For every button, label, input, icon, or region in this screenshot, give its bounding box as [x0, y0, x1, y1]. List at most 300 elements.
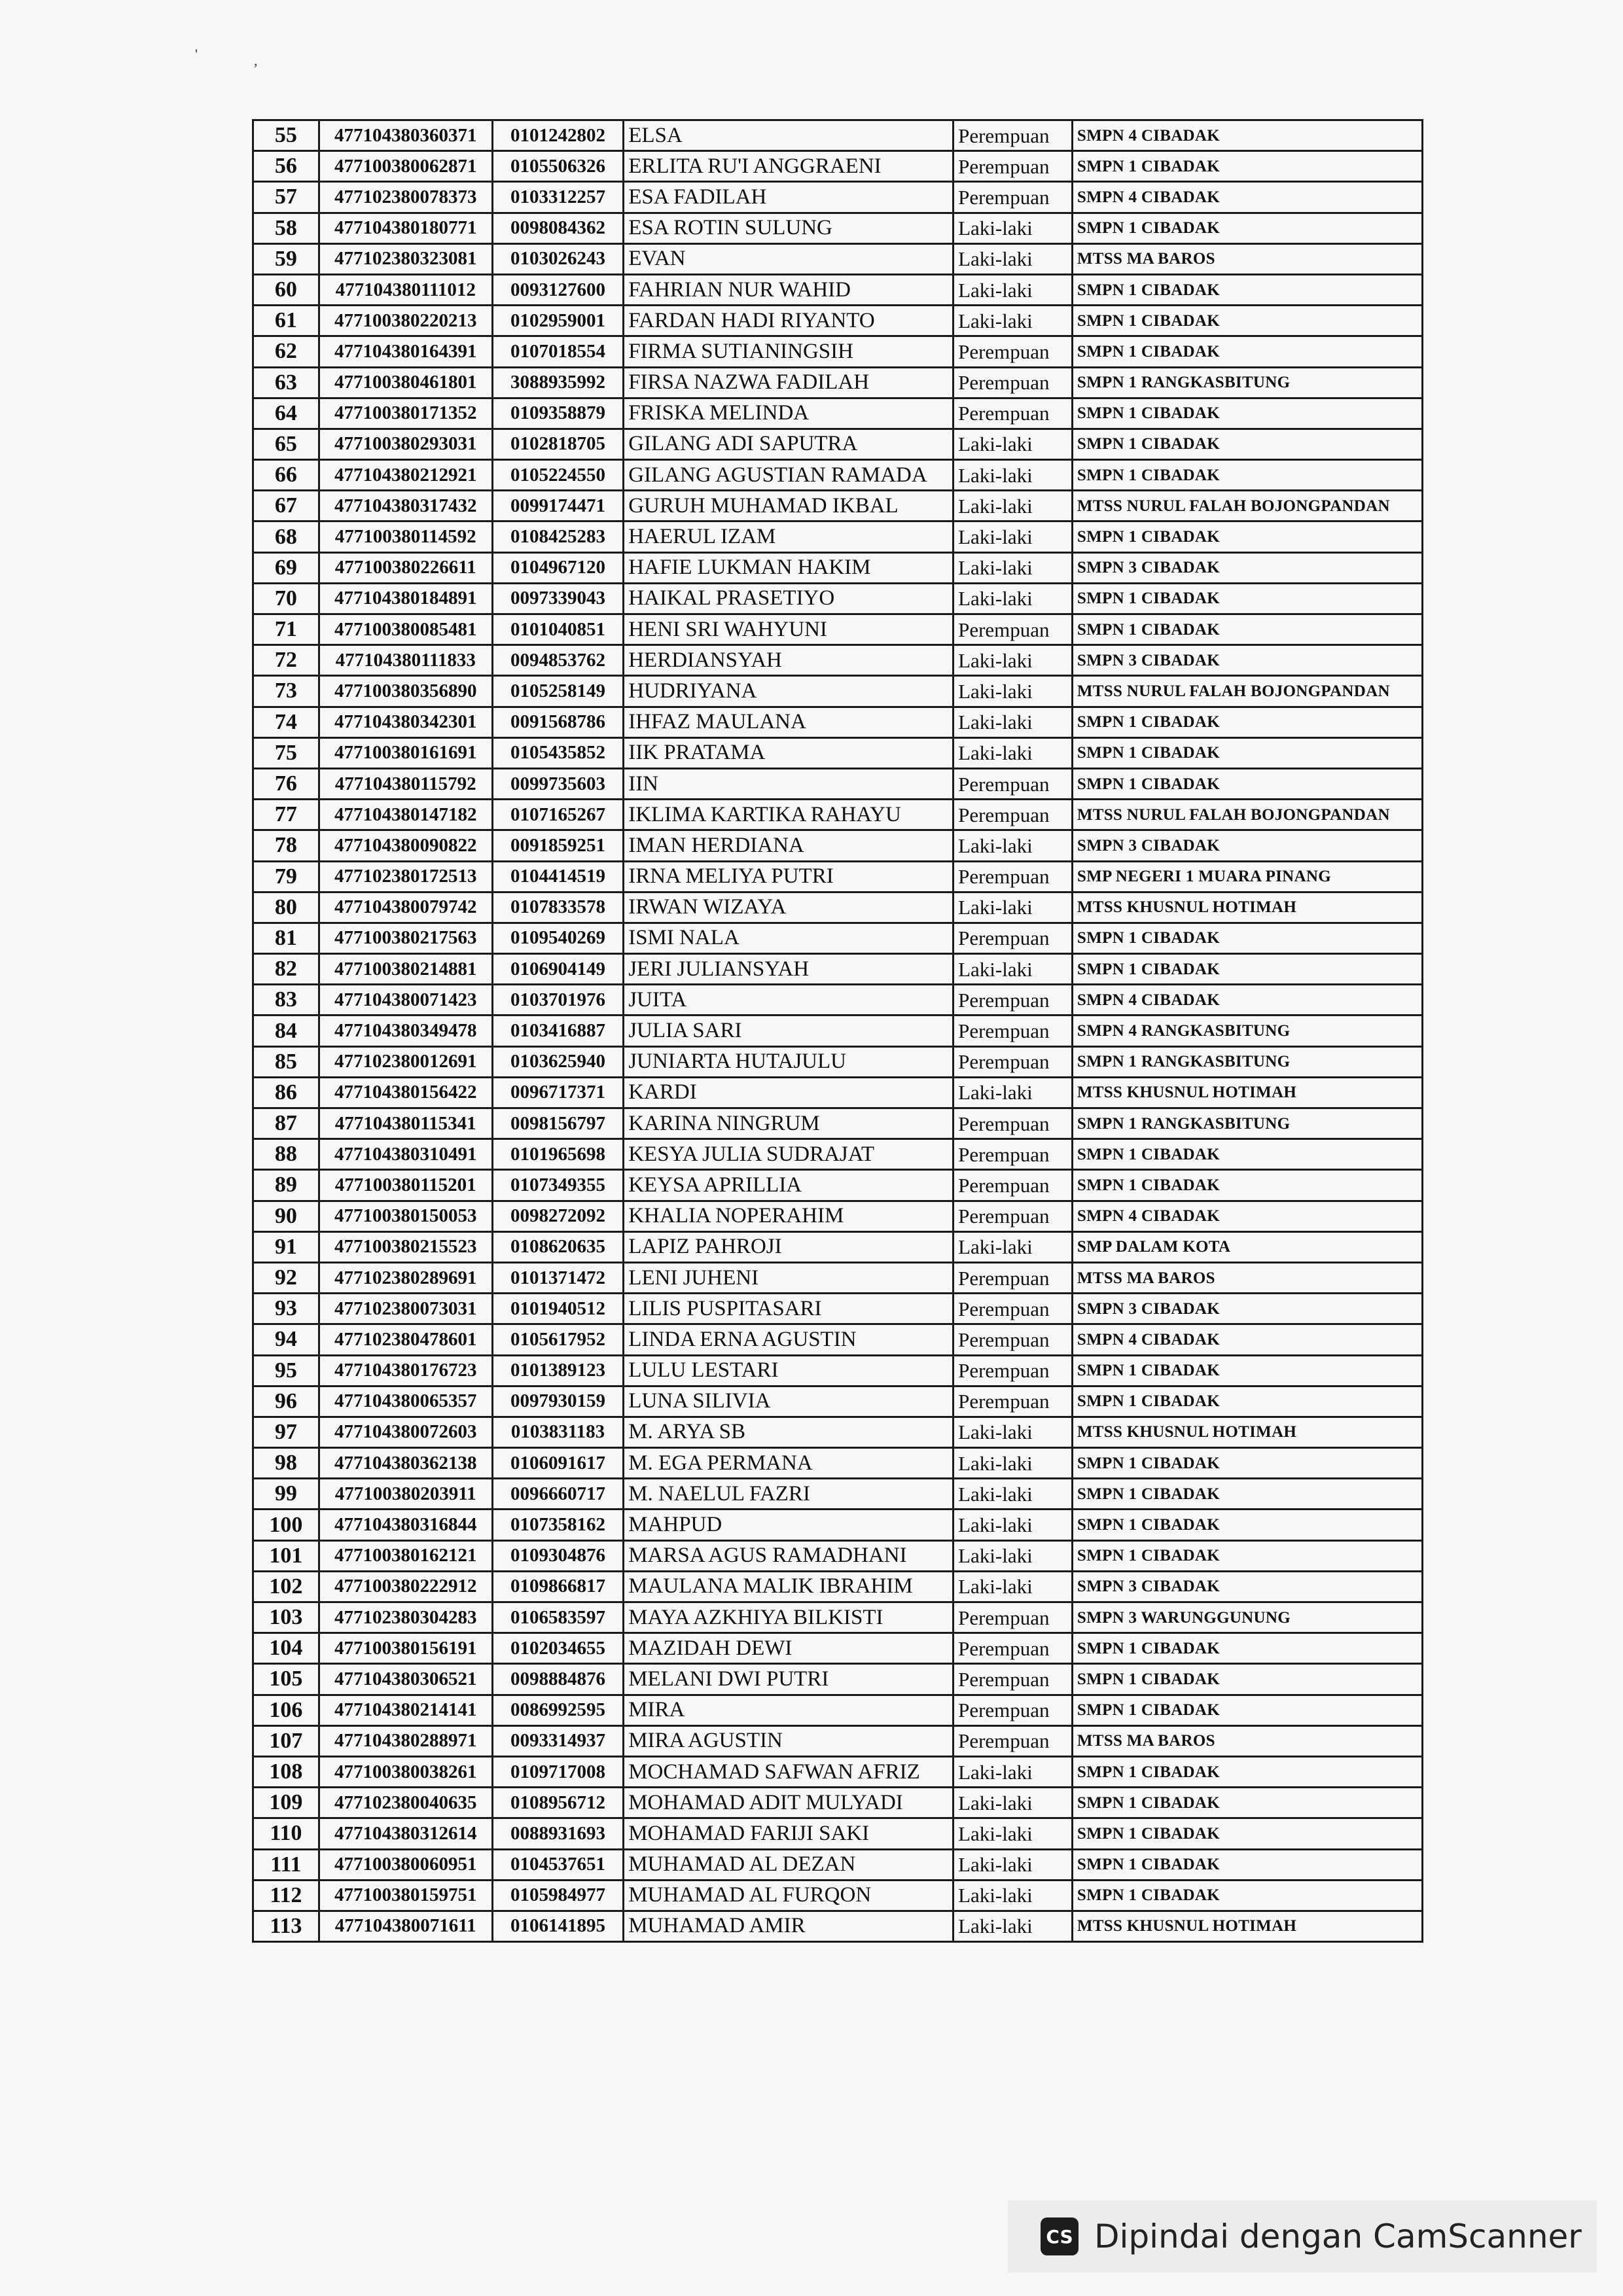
- nisn-cell: 0109358879: [492, 398, 624, 429]
- nik-cell: 477100380115201: [319, 1170, 492, 1201]
- student-name-cell: IMAN HERDIANA: [624, 830, 954, 861]
- gender-cell: Laki-laki: [954, 429, 1073, 459]
- gender-cell: Perempuan: [954, 1633, 1073, 1664]
- row-number: 102: [253, 1571, 319, 1602]
- origin-school-cell: SMPN 1 RANGKASBITUNG: [1072, 1046, 1422, 1077]
- row-number: 107: [253, 1725, 319, 1756]
- row-number: 85: [253, 1046, 319, 1077]
- nik-cell: 477102380323081: [319, 243, 492, 274]
- student-name-cell: LUNA SILIVIA: [624, 1386, 954, 1417]
- nik-cell: 477102380078373: [319, 182, 492, 213]
- row-number: 68: [253, 521, 319, 552]
- table-row: [253, 1880, 1423, 1911]
- table-row: [253, 923, 1423, 953]
- nik-cell: 477104380072603: [319, 1417, 492, 1447]
- row-number: 97: [253, 1417, 319, 1447]
- table-row: [253, 614, 1423, 645]
- nisn-cell: 0106091617: [492, 1448, 624, 1479]
- nisn-cell: 0091568786: [492, 707, 624, 737]
- row-number: 108: [253, 1756, 319, 1787]
- row-number: 55: [253, 120, 319, 151]
- nik-cell: 477104380180771: [319, 213, 492, 243]
- table-row: [253, 1262, 1423, 1293]
- table-row: [253, 1510, 1423, 1540]
- camscanner-text: Dipindai dengan CamScanner: [1094, 2217, 1582, 2255]
- row-number: 83: [253, 985, 319, 1016]
- nisn-cell: 0104967120: [492, 552, 624, 583]
- origin-school-cell: SMPN 1 RANGKASBITUNG: [1072, 367, 1422, 398]
- nik-cell: 477100380214881: [319, 954, 492, 985]
- table-row: [253, 707, 1423, 737]
- gender-cell: Laki-laki: [954, 830, 1073, 861]
- student-name-cell: JUITA: [624, 985, 954, 1016]
- nik-cell: 477104380212921: [319, 460, 492, 491]
- nik-cell: 477104380312614: [319, 1818, 492, 1849]
- row-number: 105: [253, 1664, 319, 1695]
- scan-speck: ': [195, 46, 198, 62]
- student-name-cell: FIRSA NAZWA FADILAH: [624, 367, 954, 398]
- gender-cell: Perempuan: [954, 1170, 1073, 1201]
- gender-cell: Perempuan: [954, 336, 1073, 367]
- nisn-cell: 0102959001: [492, 306, 624, 336]
- origin-school-cell: SMPN 1 CIBADAK: [1072, 737, 1422, 768]
- gender-cell: Laki-laki: [954, 1448, 1073, 1479]
- nisn-cell: 0096717371: [492, 1077, 624, 1108]
- nik-cell: 477104380184891: [319, 583, 492, 614]
- table-row: [253, 1046, 1423, 1077]
- row-number: 66: [253, 460, 319, 491]
- nisn-cell: 0106583597: [492, 1602, 624, 1633]
- origin-school-cell: SMPN 3 CIBADAK: [1072, 830, 1422, 861]
- student-name-cell: M. ARYA SB: [624, 1417, 954, 1447]
- origin-school-cell: SMP DALAM KOTA: [1072, 1231, 1422, 1262]
- table-row: [253, 213, 1423, 243]
- table-row: [253, 737, 1423, 768]
- student-name-cell: MARSA AGUS RAMADHANI: [624, 1540, 954, 1571]
- origin-school-cell: SMPN 1 CIBADAK: [1072, 460, 1422, 491]
- nisn-cell: 0099174471: [492, 491, 624, 521]
- row-number: 104: [253, 1633, 319, 1664]
- gender-cell: Laki-laki: [954, 243, 1073, 274]
- table-row: [253, 1633, 1423, 1664]
- gender-cell: Perempuan: [954, 1355, 1073, 1386]
- nik-cell: 477100380062871: [319, 151, 492, 182]
- table-row: [253, 676, 1423, 707]
- origin-school-cell: SMPN 3 CIBADAK: [1072, 1294, 1422, 1324]
- nisn-cell: 0096660717: [492, 1479, 624, 1510]
- row-number: 95: [253, 1355, 319, 1386]
- nik-cell: 477102380478601: [319, 1324, 492, 1355]
- student-name-cell: EVAN: [624, 243, 954, 274]
- gender-cell: Perempuan: [954, 1695, 1073, 1725]
- origin-school-cell: SMPN 1 CIBADAK: [1072, 1756, 1422, 1787]
- nik-cell: 477104380090822: [319, 830, 492, 861]
- nisn-cell: 0098272092: [492, 1201, 624, 1231]
- row-number: 98: [253, 1448, 319, 1479]
- table-row: [253, 861, 1423, 892]
- student-name-cell: FIRMA SUTIANINGSIH: [624, 336, 954, 367]
- origin-school-cell: MTSS NURUL FALAH BOJONGPANDAN: [1072, 800, 1422, 830]
- student-name-cell: HERDIANSYAH: [624, 645, 954, 676]
- origin-school-cell: SMPN 1 CIBADAK: [1072, 1880, 1422, 1911]
- student-name-cell: ISMI NALA: [624, 923, 954, 953]
- table-row: [253, 398, 1423, 429]
- nik-cell: 477102380012691: [319, 1046, 492, 1077]
- table-row: [253, 1077, 1423, 1108]
- table-row: [253, 1818, 1423, 1849]
- origin-school-cell: SMPN 4 CIBADAK: [1072, 985, 1422, 1016]
- table-row: [253, 1725, 1423, 1756]
- nik-cell: 477104380111012: [319, 274, 492, 305]
- row-number: 112: [253, 1880, 319, 1911]
- row-number: 101: [253, 1540, 319, 1571]
- row-number: 72: [253, 645, 319, 676]
- origin-school-cell: SMPN 1 CIBADAK: [1072, 1479, 1422, 1510]
- nisn-cell: 0109866817: [492, 1571, 624, 1602]
- row-number: 111: [253, 1849, 319, 1880]
- nik-cell: 477104380071611: [319, 1911, 492, 1941]
- table-row: [253, 1448, 1423, 1479]
- student-name-cell: GILANG ADI SAPUTRA: [624, 429, 954, 459]
- row-number: 75: [253, 737, 319, 768]
- student-name-cell: LINDA ERNA AGUSTIN: [624, 1324, 954, 1355]
- gender-cell: Perempuan: [954, 614, 1073, 645]
- origin-school-cell: SMPN 1 CIBADAK: [1072, 1633, 1422, 1664]
- nik-cell: 477100380114592: [319, 521, 492, 552]
- row-number: 58: [253, 213, 319, 243]
- student-name-cell: ESA FADILAH: [624, 182, 954, 213]
- nik-cell: 477100380085481: [319, 614, 492, 645]
- nik-cell: 477100380356890: [319, 676, 492, 707]
- nik-cell: 477104380288971: [319, 1725, 492, 1756]
- nik-cell: 477102380289691: [319, 1262, 492, 1293]
- table-row: [253, 1479, 1423, 1510]
- table-row: [253, 491, 1423, 521]
- gender-cell: Laki-laki: [954, 1540, 1073, 1571]
- origin-school-cell: SMPN 1 CIBADAK: [1072, 1664, 1422, 1695]
- nik-cell: 477100380226611: [319, 552, 492, 583]
- nik-cell: 477104380156422: [319, 1077, 492, 1108]
- gender-cell: Laki-laki: [954, 1479, 1073, 1510]
- nisn-cell: 0108956712: [492, 1788, 624, 1818]
- nik-cell: 477100380156191: [319, 1633, 492, 1664]
- nisn-cell: 0101242802: [492, 120, 624, 151]
- gender-cell: Laki-laki: [954, 645, 1073, 676]
- origin-school-cell: SMPN 1 CIBADAK: [1072, 1448, 1422, 1479]
- student-name-cell: KHALIA NOPERAHIM: [624, 1201, 954, 1231]
- origin-school-cell: MTSS NURUL FALAH BOJONGPANDAN: [1072, 491, 1422, 521]
- student-name-cell: MOCHAMAD SAFWAN AFRIZ: [624, 1756, 954, 1787]
- scan-speck: ,: [254, 52, 258, 69]
- student-name-cell: KARDI: [624, 1077, 954, 1108]
- gender-cell: Perempuan: [954, 768, 1073, 799]
- row-number: 89: [253, 1170, 319, 1201]
- origin-school-cell: MTSS MA BAROS: [1072, 1262, 1422, 1293]
- nik-cell: 477100380293031: [319, 429, 492, 459]
- nisn-cell: 0107018554: [492, 336, 624, 367]
- student-name-cell: MIRA AGUSTIN: [624, 1725, 954, 1756]
- table-row: [253, 552, 1423, 583]
- nisn-cell: 0104414519: [492, 861, 624, 892]
- student-name-cell: MAYA AZKHIYA BILKISTI: [624, 1602, 954, 1633]
- gender-cell: Laki-laki: [954, 274, 1073, 305]
- student-name-cell: MOHAMAD FARIJI SAKI: [624, 1818, 954, 1849]
- origin-school-cell: SMPN 1 CIBADAK: [1072, 306, 1422, 336]
- nisn-cell: 0097339043: [492, 583, 624, 614]
- nik-cell: 477100380060951: [319, 1849, 492, 1880]
- table-row: [253, 1911, 1423, 1941]
- origin-school-cell: SMPN 1 CIBADAK: [1072, 1170, 1422, 1201]
- table-row: [253, 1016, 1423, 1046]
- row-number: 81: [253, 923, 319, 953]
- gender-cell: Laki-laki: [954, 521, 1073, 552]
- origin-school-cell: SMPN 4 CIBADAK: [1072, 1201, 1422, 1231]
- student-name-cell: MAZIDAH DEWI: [624, 1633, 954, 1664]
- nisn-cell: 0094853762: [492, 645, 624, 676]
- origin-school-cell: SMPN 1 CIBADAK: [1072, 1510, 1422, 1540]
- nik-cell: 477104380115792: [319, 768, 492, 799]
- nik-cell: 477102380040635: [319, 1788, 492, 1818]
- nisn-cell: 0106904149: [492, 954, 624, 985]
- student-name-cell: HAFIE LUKMAN HAKIM: [624, 552, 954, 583]
- origin-school-cell: SMPN 1 CIBADAK: [1072, 151, 1422, 182]
- gender-cell: Laki-laki: [954, 737, 1073, 768]
- student-name-cell: FARDAN HADI RIYANTO: [624, 306, 954, 336]
- table-row: [253, 336, 1423, 367]
- nisn-cell: 0103312257: [492, 182, 624, 213]
- gender-cell: Perempuan: [954, 985, 1073, 1016]
- gender-cell: Perempuan: [954, 1139, 1073, 1170]
- nisn-cell: 0102034655: [492, 1633, 624, 1664]
- nisn-cell: 0105224550: [492, 460, 624, 491]
- origin-school-cell: SMPN 1 CIBADAK: [1072, 336, 1422, 367]
- student-name-cell: KEYSA APRILLIA: [624, 1170, 954, 1201]
- gender-cell: Perempuan: [954, 1294, 1073, 1324]
- row-number: 60: [253, 274, 319, 305]
- origin-school-cell: SMPN 1 CIBADAK: [1072, 521, 1422, 552]
- row-number: 100: [253, 1510, 319, 1540]
- nisn-cell: 0107358162: [492, 1510, 624, 1540]
- table-row: [253, 892, 1423, 923]
- nisn-cell: 0098156797: [492, 1108, 624, 1139]
- table-row: [253, 985, 1423, 1016]
- row-number: 94: [253, 1324, 319, 1355]
- nisn-cell: 0093314937: [492, 1725, 624, 1756]
- nisn-cell: 0103625940: [492, 1046, 624, 1077]
- origin-school-cell: SMPN 4 CIBADAK: [1072, 182, 1422, 213]
- row-number: 84: [253, 1016, 319, 1046]
- student-name-cell: IRNA MELIYA PUTRI: [624, 861, 954, 892]
- nik-cell: 477104380360371: [319, 120, 492, 151]
- gender-cell: Perempuan: [954, 861, 1073, 892]
- gender-cell: Laki-laki: [954, 954, 1073, 985]
- nisn-cell: 0098084362: [492, 213, 624, 243]
- nik-cell: 477104380316844: [319, 1510, 492, 1540]
- nisn-cell: 0101389123: [492, 1355, 624, 1386]
- row-number: 109: [253, 1788, 319, 1818]
- nik-cell: 477104380176723: [319, 1355, 492, 1386]
- table-row: [253, 1170, 1423, 1201]
- student-name-cell: HUDRIYANA: [624, 676, 954, 707]
- nisn-cell: 0109540269: [492, 923, 624, 953]
- row-number: 73: [253, 676, 319, 707]
- nisn-cell: 0099735603: [492, 768, 624, 799]
- table-row: [253, 1602, 1423, 1633]
- origin-school-cell: SMPN 1 CIBADAK: [1072, 1355, 1422, 1386]
- student-name-cell: KESYA JULIA SUDRAJAT: [624, 1139, 954, 1170]
- nik-cell: 477102380304283: [319, 1602, 492, 1633]
- origin-school-cell: MTSS KHUSNUL HOTIMAH: [1072, 1417, 1422, 1447]
- student-name-cell: JUNIARTA HUTAJULU: [624, 1046, 954, 1077]
- row-number: 87: [253, 1108, 319, 1139]
- camscanner-logo-icon: CS: [1041, 2217, 1079, 2255]
- table-row: [253, 1695, 1423, 1725]
- nik-cell: 477100380159751: [319, 1880, 492, 1911]
- origin-school-cell: SMPN 1 CIBADAK: [1072, 1788, 1422, 1818]
- nik-cell: 477104380079742: [319, 892, 492, 923]
- nik-cell: 477104380317432: [319, 491, 492, 521]
- table-row: [253, 830, 1423, 861]
- origin-school-cell: MTSS MA BAROS: [1072, 1725, 1422, 1756]
- table-row: [253, 1231, 1423, 1262]
- nisn-cell: 0107833578: [492, 892, 624, 923]
- origin-school-cell: SMPN 3 CIBADAK: [1072, 645, 1422, 676]
- nik-cell: 477100380162121: [319, 1540, 492, 1571]
- gender-cell: Perempuan: [954, 151, 1073, 182]
- nik-cell: 477100380150053: [319, 1201, 492, 1231]
- table-row: [253, 1849, 1423, 1880]
- nik-cell: 477104380349478: [319, 1016, 492, 1046]
- gender-cell: Laki-laki: [954, 306, 1073, 336]
- nisn-cell: 0107165267: [492, 800, 624, 830]
- row-number: 67: [253, 491, 319, 521]
- gender-cell: Laki-laki: [954, 1880, 1073, 1911]
- student-name-cell: LAPIZ PAHROJI: [624, 1231, 954, 1262]
- nik-cell: 477100380161691: [319, 737, 492, 768]
- nik-cell: 477104380214141: [319, 1695, 492, 1725]
- table-row: [253, 1386, 1423, 1417]
- nisn-cell: 0104537651: [492, 1849, 624, 1880]
- gender-cell: Laki-laki: [954, 707, 1073, 737]
- table-row: [253, 1355, 1423, 1386]
- gender-cell: Perempuan: [954, 1664, 1073, 1695]
- row-number: 92: [253, 1262, 319, 1293]
- nisn-cell: 0105435852: [492, 737, 624, 768]
- gender-cell: Laki-laki: [954, 1510, 1073, 1540]
- row-number: 76: [253, 768, 319, 799]
- nisn-cell: 0107349355: [492, 1170, 624, 1201]
- nik-cell: 477104380342301: [319, 707, 492, 737]
- nik-cell: 477104380306521: [319, 1664, 492, 1695]
- camscanner-watermark: [1008, 2200, 1597, 2272]
- row-number: 59: [253, 243, 319, 274]
- row-number: 90: [253, 1201, 319, 1231]
- student-name-cell: LENI JUHENI: [624, 1262, 954, 1293]
- student-name-cell: MUHAMAD AL DEZAN: [624, 1849, 954, 1880]
- table-row: [253, 1417, 1423, 1447]
- nik-cell: 477102380073031: [319, 1294, 492, 1324]
- table-row: [253, 1108, 1423, 1139]
- nisn-cell: 0086992595: [492, 1695, 624, 1725]
- table-row: [253, 1664, 1423, 1695]
- gender-cell: Laki-laki: [954, 213, 1073, 243]
- origin-school-cell: MTSS KHUSNUL HOTIMAH: [1072, 1911, 1422, 1941]
- gender-cell: Perempuan: [954, 1046, 1073, 1077]
- gender-cell: Perempuan: [954, 1201, 1073, 1231]
- nisn-cell: 0101965698: [492, 1139, 624, 1170]
- student-name-cell: FRISKA MELINDA: [624, 398, 954, 429]
- origin-school-cell: SMPN 1 CIBADAK: [1072, 1849, 1422, 1880]
- nik-cell: 477104380164391: [319, 336, 492, 367]
- nik-cell: 477104380065357: [319, 1386, 492, 1417]
- gender-cell: Perempuan: [954, 1016, 1073, 1046]
- student-name-cell: GURUH MUHAMAD IKBAL: [624, 491, 954, 521]
- table-row: [253, 954, 1423, 985]
- gender-cell: Laki-laki: [954, 1417, 1073, 1447]
- student-name-cell: LULU LESTARI: [624, 1355, 954, 1386]
- row-number: 110: [253, 1818, 319, 1849]
- table-row: [253, 1756, 1423, 1787]
- student-table: [252, 119, 1423, 1943]
- gender-cell: Laki-laki: [954, 892, 1073, 923]
- student-name-cell: IKLIMA KARTIKA RAHAYU: [624, 800, 954, 830]
- student-name-cell: LILIS PUSPITASARI: [624, 1294, 954, 1324]
- origin-school-cell: SMPN 3 CIBADAK: [1072, 552, 1422, 583]
- origin-school-cell: SMPN 1 CIBADAK: [1072, 1695, 1422, 1725]
- table-row: [253, 429, 1423, 459]
- nisn-cell: 0098884876: [492, 1664, 624, 1695]
- gender-cell: Perempuan: [954, 1386, 1073, 1417]
- gender-cell: Laki-laki: [954, 1077, 1073, 1108]
- nik-cell: 477104380115341: [319, 1108, 492, 1139]
- nik-cell: 477104380071423: [319, 985, 492, 1016]
- table-row: [253, 583, 1423, 614]
- row-number: 88: [253, 1139, 319, 1170]
- table-row: [253, 768, 1423, 799]
- origin-school-cell: SMPN 1 CIBADAK: [1072, 1818, 1422, 1849]
- nisn-cell: 0103831183: [492, 1417, 624, 1447]
- student-name-cell: GILANG AGUSTIAN RAMADA: [624, 460, 954, 491]
- table-row: [253, 645, 1423, 676]
- nisn-cell: 0108620635: [492, 1231, 624, 1262]
- student-name-cell: KARINA NINGRUM: [624, 1108, 954, 1139]
- table-row: [253, 1788, 1423, 1818]
- table-row: [253, 151, 1423, 182]
- row-number: 74: [253, 707, 319, 737]
- origin-school-cell: MTSS NURUL FALAH BOJONGPANDAN: [1072, 676, 1422, 707]
- student-name-cell: M. EGA PERMANA: [624, 1448, 954, 1479]
- table-row: [253, 800, 1423, 830]
- row-number: 61: [253, 306, 319, 336]
- nik-cell: 477100380217563: [319, 923, 492, 953]
- row-number: 106: [253, 1695, 319, 1725]
- student-name-cell: JULIA SARI: [624, 1016, 954, 1046]
- nik-cell: 477100380222912: [319, 1571, 492, 1602]
- nisn-cell: 0105506326: [492, 151, 624, 182]
- origin-school-cell: SMPN 4 RANGKASBITUNG: [1072, 1016, 1422, 1046]
- origin-school-cell: SMPN 1 CIBADAK: [1072, 213, 1422, 243]
- gender-cell: Perempuan: [954, 398, 1073, 429]
- gender-cell: Perempuan: [954, 800, 1073, 830]
- origin-school-cell: MTSS MA BAROS: [1072, 243, 1422, 274]
- origin-school-cell: SMPN 1 CIBADAK: [1072, 274, 1422, 305]
- nisn-cell: 0093127600: [492, 274, 624, 305]
- student-name-cell: MAULANA MALIK IBRAHIM: [624, 1571, 954, 1602]
- origin-school-cell: SMPN 1 CIBADAK: [1072, 1386, 1422, 1417]
- row-number: 63: [253, 367, 319, 398]
- nisn-cell: 0102818705: [492, 429, 624, 459]
- gender-cell: Laki-laki: [954, 491, 1073, 521]
